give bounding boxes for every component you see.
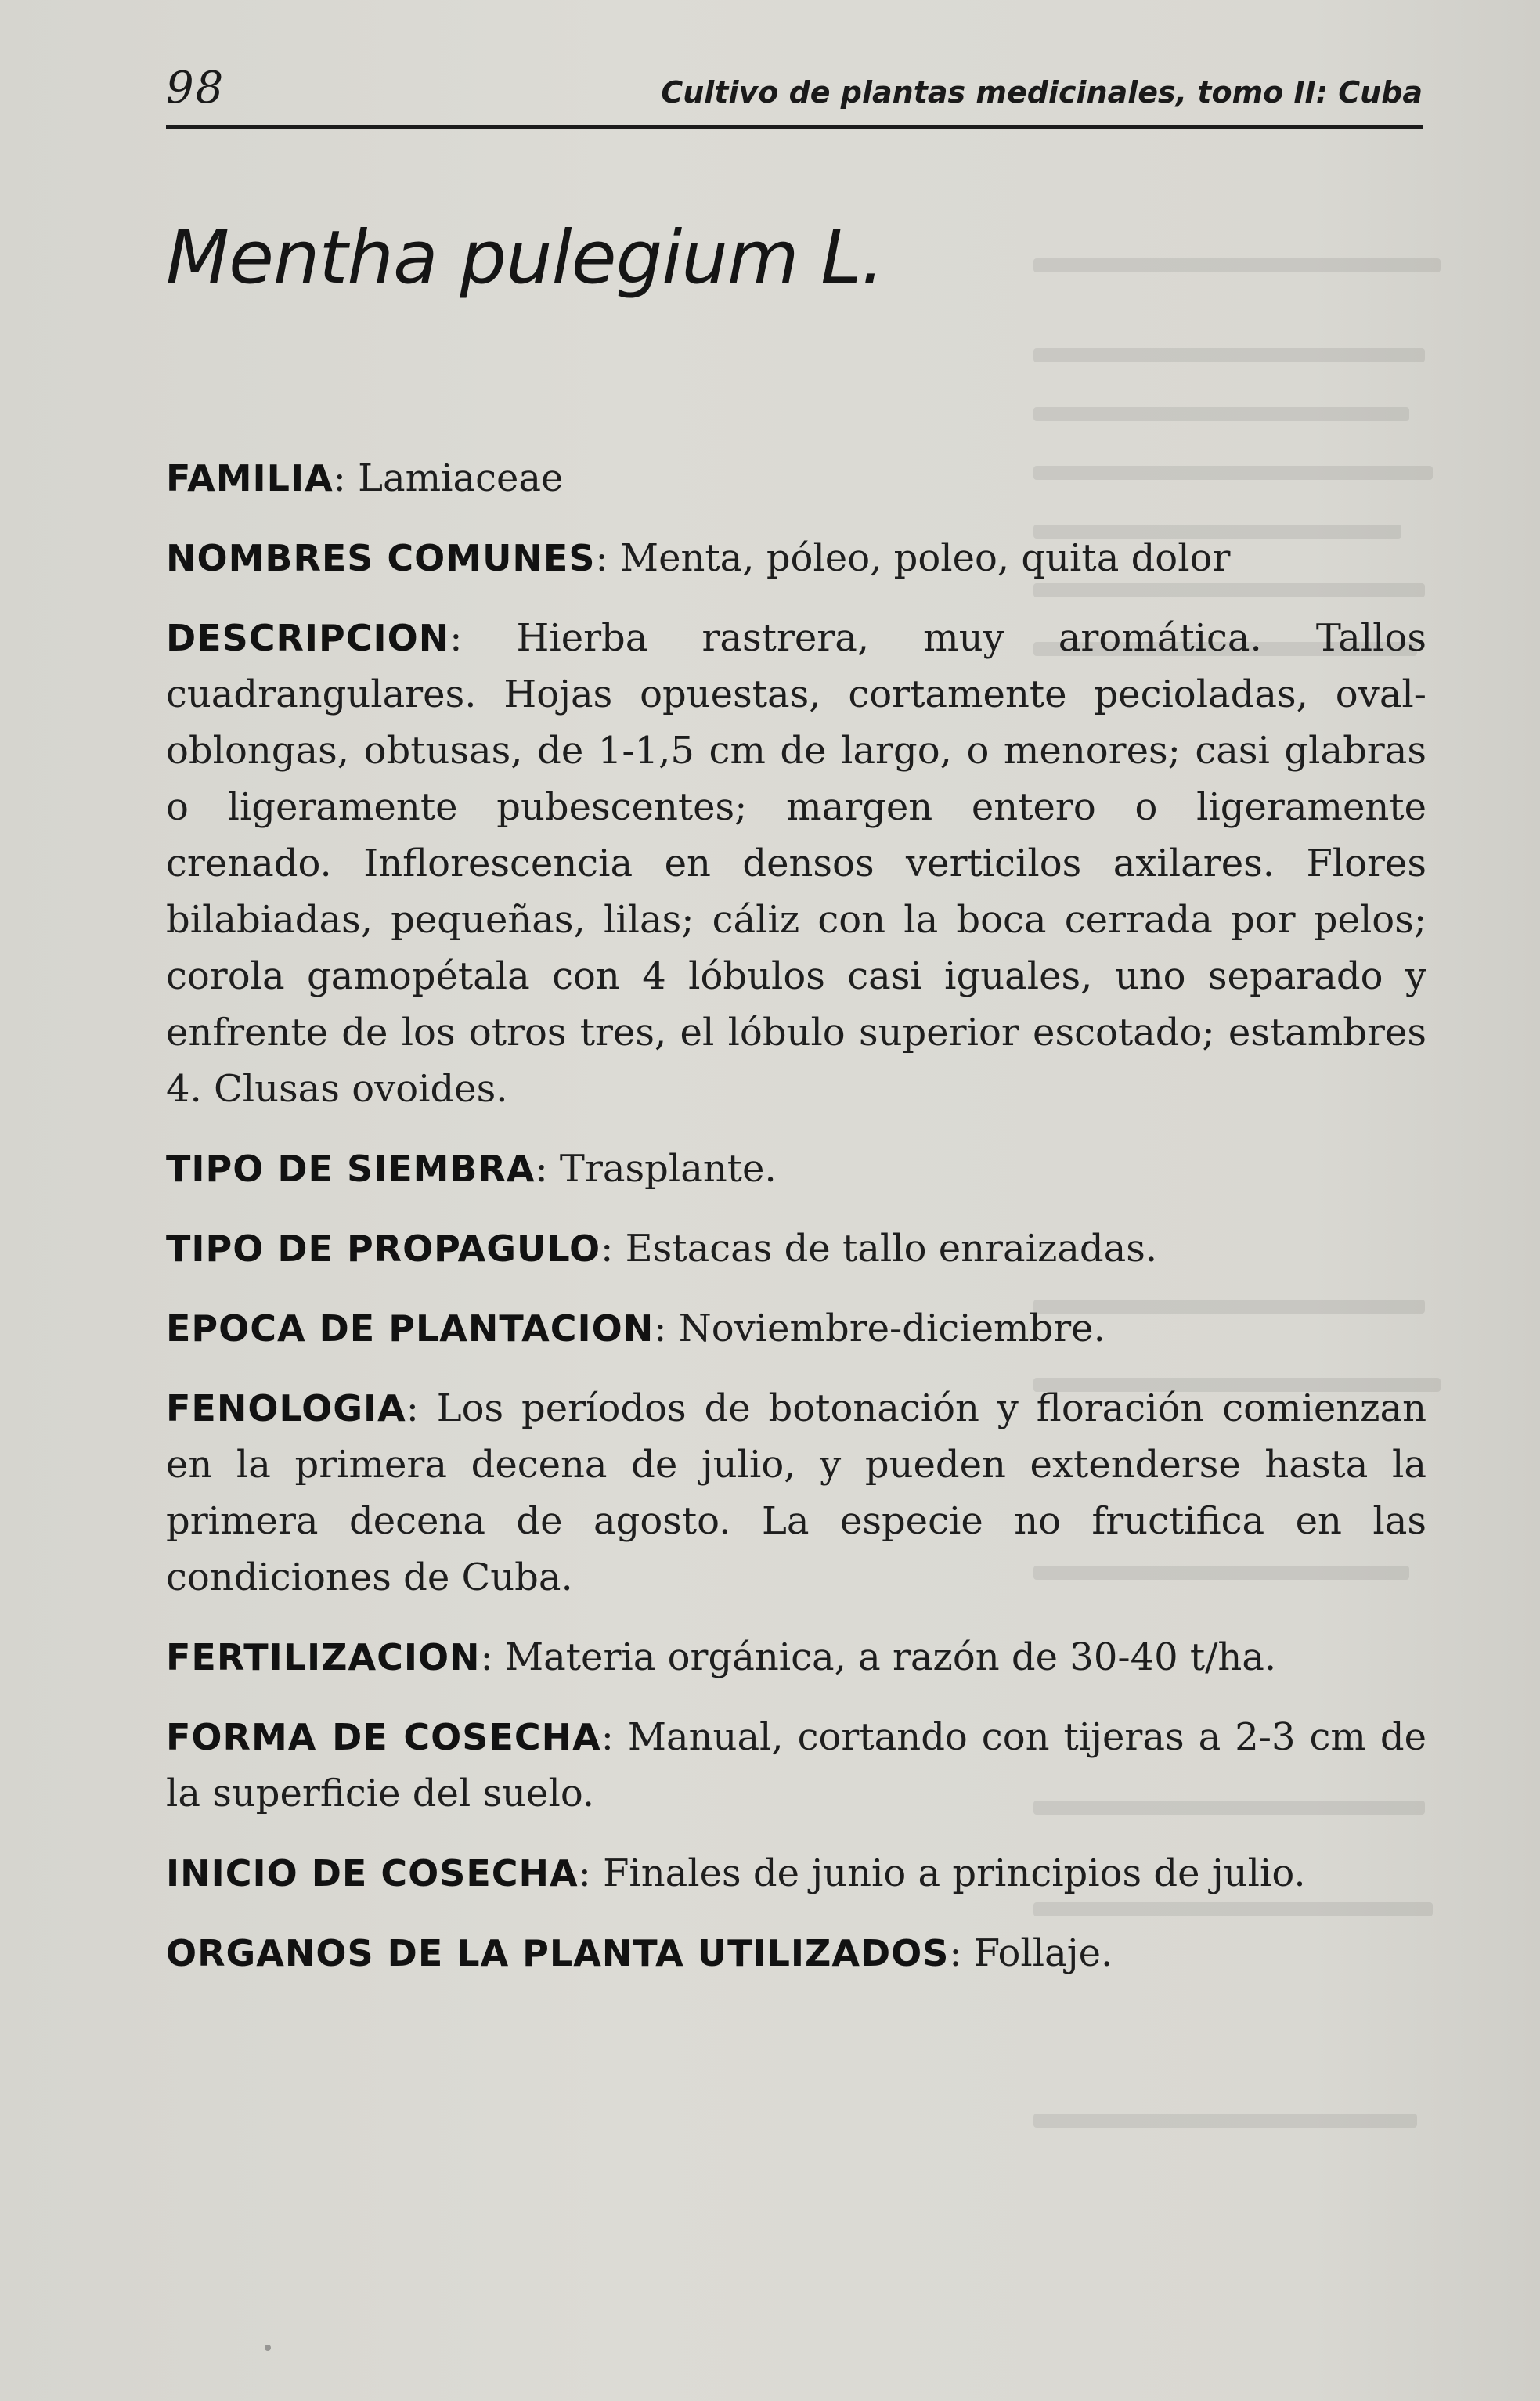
entry-label: FAMILIA	[166, 457, 334, 499]
entry-label: FENOLOGIA	[166, 1387, 406, 1429]
print-speck	[265, 2345, 271, 2351]
entry-separator: :	[949, 1931, 962, 1975]
entry-organos-utilizados	[166, 1925, 1426, 1981]
entry-separator: :	[449, 616, 463, 660]
entry-text: Materia orgánica, a razón de 30-40 t/ha.	[505, 1635, 1277, 1679]
entry-label: EPOCA DE PLANTACION	[166, 1307, 655, 1350]
entry-text: Los períodos de botonación y floración comienzan en la primera decena de julio, y pueden extenderse hasta la primera decena de agosto. La especie no fructifica en las condiciones de Cuba.	[166, 1386, 1426, 1599]
entry-text: Estacas de tallo enraizadas.	[625, 1227, 1158, 1271]
entry-nombres-comunes	[166, 530, 1426, 586]
entry-forma-de-cosecha	[166, 1709, 1426, 1822]
entry-label: FORMA DE COSECHA	[166, 1716, 601, 1758]
entry-separator: :	[595, 536, 608, 580]
species-title: Mentha pulegium L.	[166, 215, 884, 301]
entry-tipo-de-siembra	[166, 1141, 1426, 1197]
entry-separator: :	[578, 1851, 591, 1895]
entry-familia	[166, 450, 1426, 507]
entry-separator: :	[600, 1227, 614, 1271]
entry-separator: :	[600, 1715, 614, 1759]
entry-text: Menta, póleo, poleo, quita dolor	[619, 536, 1231, 580]
entry-separator: :	[480, 1635, 493, 1679]
entry-label: TIPO DE PROPAGULO	[166, 1228, 601, 1270]
entry-descripcion	[166, 610, 1426, 1117]
entry-tipo-de-propagulo	[166, 1220, 1426, 1277]
entry-label: INICIO DE COSECHA	[166, 1852, 579, 1894]
entry-text: Lamiaceae	[358, 456, 564, 500]
running-title: Cultivo de plantas medicinales, tomo II: Cuba	[661, 75, 1423, 110]
page-number: 98	[166, 63, 225, 114]
entry-fertilizacion	[166, 1629, 1426, 1685]
entry-text: Finales de junio a principios de julio.	[603, 1851, 1306, 1895]
entry-separator: :	[406, 1386, 419, 1430]
entry-separator: :	[535, 1147, 548, 1191]
entry-text: Hierba rastrera, muy aromática. Tallos cuadrangulares. Hojas opuestas, cortamente pecioladas, oval-oblongas, obtusas, de 1-1,5 cm de largo, o menores; casi glabras o ligeramente pubescentes; margen entero o ligeramente crenado. Inflorescencia en densos verticilos axilares. Flores bilabiadas, pequeñas, lilas; cáliz con la boca cerrada por pelos; corola gamopétala con 4 lóbulos casi iguales, uno separado y enfrente de los otros tres, el lóbulo superior escotado; estambres 4. Clusas ovoides.	[166, 616, 1426, 1111]
entry-separator: :	[333, 456, 346, 500]
entry-list	[166, 450, 1426, 2005]
entry-label: FERTILIZACION	[166, 1636, 481, 1678]
entry-label: ORGANOS DE LA PLANTA UTILIZADOS	[166, 1932, 950, 1974]
entry-epoca-de-plantacion	[166, 1300, 1426, 1357]
entry-text: Manual, cortando con tijeras a 2-3 cm de la superficie del suelo.	[166, 1715, 1426, 1815]
entry-separator: :	[654, 1307, 667, 1350]
running-header	[166, 63, 1423, 129]
entry-text: Noviembre-diciembre.	[678, 1307, 1105, 1350]
entry-label: DESCRIPCION	[166, 617, 450, 659]
entry-label: NOMBRES COMUNES	[166, 537, 596, 579]
entry-text: Follaje.	[973, 1931, 1113, 1975]
entry-text: Trasplante.	[559, 1147, 777, 1191]
entry-fenologia	[166, 1380, 1426, 1606]
entry-label: TIPO DE SIEMBRA	[166, 1148, 536, 1190]
entry-inicio-de-cosecha	[166, 1845, 1426, 1902]
